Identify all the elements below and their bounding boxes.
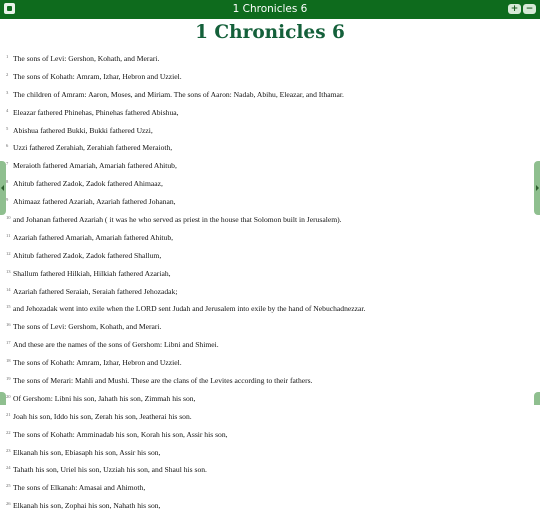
verse-text: Ahimaaz fathered Azariah, Azariah fathered Johanan, bbox=[13, 197, 176, 207]
chevron-left-icon bbox=[1, 185, 4, 191]
verse-text: Uzzi fathered Zerahiah, Zerahiah fathered Meraioth, bbox=[13, 143, 173, 153]
verse-number: 12 bbox=[6, 250, 11, 256]
verse-number: 10 bbox=[6, 215, 11, 221]
window-title: 1 Chronicles 6 bbox=[232, 3, 308, 15]
verse-number: 15 bbox=[6, 304, 11, 310]
verse-text: And these are the names of the sons of Gershom: Libni and Shimei. bbox=[13, 340, 219, 350]
verse-number: 8 bbox=[6, 179, 9, 185]
verse-text: Of Gershom: Libni his son, Jahath his son, Zimmah his son, bbox=[13, 393, 196, 403]
verse-number: 7 bbox=[6, 161, 9, 167]
verse-row[interactable] bbox=[6, 495, 526, 513]
verse-row[interactable] bbox=[6, 388, 526, 406]
verse-number: 25 bbox=[6, 483, 11, 489]
verse-number: 9 bbox=[6, 197, 9, 203]
verse-row[interactable] bbox=[6, 406, 526, 424]
previous-chapter-tab[interactable] bbox=[0, 161, 6, 215]
verse-number: 22 bbox=[6, 429, 11, 435]
verse-text: Joah his son, Iddo his son, Zerah his son, Jeatherai his son. bbox=[13, 411, 192, 421]
verse-text: Ahitub fathered Zadok, Zadok fathered Ahimaaz, bbox=[13, 179, 163, 189]
bottom-right-handle[interactable] bbox=[534, 392, 540, 405]
verse-row[interactable] bbox=[6, 281, 526, 299]
verse-text: Shallum fathered Hilkiah, Hilkiah fathered Azariah, bbox=[13, 268, 171, 278]
verse-row[interactable] bbox=[6, 298, 526, 316]
verse-number: 26 bbox=[6, 501, 11, 507]
verse-number: 14 bbox=[6, 286, 11, 292]
chevron-right-icon bbox=[536, 185, 539, 191]
verse-row[interactable] bbox=[6, 477, 526, 495]
verse-number: 21 bbox=[6, 411, 11, 417]
verse-text: The sons of Elkanah: Amasai and Ahimoth, bbox=[13, 483, 146, 493]
verse-row[interactable] bbox=[6, 334, 526, 352]
verse-number: 24 bbox=[6, 465, 11, 471]
verse-text: The sons of Merari: Mahli and Mushi. These are the clans of the Levites according to their fathers. bbox=[13, 376, 313, 386]
verse-row[interactable] bbox=[6, 120, 526, 138]
verse-row[interactable] bbox=[6, 352, 526, 370]
verse-row[interactable] bbox=[6, 209, 526, 227]
top-app-bar bbox=[0, 0, 540, 19]
verse-row[interactable] bbox=[6, 227, 526, 245]
verse-text: Ahitub fathered Zadok, Zadok fathered Shallum, bbox=[13, 250, 162, 260]
verse-number: 16 bbox=[6, 322, 11, 328]
verse-row[interactable] bbox=[6, 370, 526, 388]
verse-row[interactable] bbox=[6, 316, 526, 334]
verse-text: Meraioth fathered Amariah, Amariah fathered Ahitub, bbox=[13, 161, 177, 171]
zoom-out-button[interactable]: − bbox=[523, 4, 536, 14]
verse-text: The children of Amram: Aaron, Moses, and Miriam. The sons of Aaron: Nadab, Abihu, Eleazar, and Ithamar. bbox=[13, 89, 344, 99]
verse-text: Abishua fathered Bukki, Bukki fathered Uzzi, bbox=[13, 125, 153, 135]
verse-number: 3 bbox=[6, 89, 9, 95]
verse-row[interactable] bbox=[6, 245, 526, 263]
verse-row[interactable] bbox=[6, 155, 526, 173]
verse-number: 23 bbox=[6, 447, 11, 453]
verse-row[interactable] bbox=[6, 263, 526, 281]
verse-list bbox=[6, 48, 526, 513]
verse-row[interactable] bbox=[6, 442, 526, 460]
verse-text: Tahath his son, Uriel his son, Uzziah his son, and Shaul his son. bbox=[13, 465, 207, 475]
verse-number: 13 bbox=[6, 268, 11, 274]
verse-number: 19 bbox=[6, 376, 11, 382]
verse-number: 5 bbox=[6, 125, 9, 131]
verse-number: 6 bbox=[6, 143, 9, 149]
verse-text: Eleazar fathered Phinehas, Phinehas fathered Abishua, bbox=[13, 107, 179, 117]
verse-text: The sons of Levi: Gershon, Kohath, and Merari. bbox=[13, 54, 160, 63]
verse-text: and Johanan fathered Azariah ( it was he who served as priest in the house that Solomon built in Jerusalem). bbox=[13, 215, 342, 225]
verse-number: 18 bbox=[6, 358, 11, 364]
verse-text: and Jehozadak went into exile when the LORD sent Judah and Jerusalem into exile by the hand of Nebuchadnezzar. bbox=[13, 304, 366, 314]
verse-text: The sons of Kohath: Amram, Izhar, Hebron and Uzziel. bbox=[13, 358, 182, 368]
verse-text: Azariah fathered Seraiah, Seraiah fathered Jehozadak; bbox=[13, 286, 178, 296]
bottom-left-handle[interactable] bbox=[0, 392, 6, 405]
verse-number: 2 bbox=[6, 71, 9, 77]
verse-row[interactable] bbox=[6, 459, 526, 477]
verse-text: The sons of Kohath: Amram, Izhar, Hebron and Uzziel. bbox=[13, 71, 182, 81]
verse-row[interactable] bbox=[6, 84, 526, 102]
verse-text: Elkanah his son, Ebiasaph his son, Assir his son, bbox=[13, 447, 161, 457]
zoom-in-button[interactable]: + bbox=[508, 4, 521, 14]
verse-number: 4 bbox=[6, 107, 9, 113]
verse-row[interactable] bbox=[6, 191, 526, 209]
verse-text: The sons of Kohath: Amminadab his son, Korah his son, Assir his son, bbox=[13, 429, 228, 439]
verse-text: Elkanah his son, Zophai his son, Nahath his son, bbox=[13, 501, 161, 511]
verse-number: 11 bbox=[6, 232, 11, 238]
verse-row[interactable] bbox=[6, 48, 526, 66]
verse-row[interactable] bbox=[6, 66, 526, 84]
verse-row[interactable] bbox=[6, 173, 526, 191]
page-title: 1 Chronicles 6 bbox=[195, 22, 345, 43]
verse-number: 20 bbox=[6, 393, 11, 399]
verse-text: The sons of Levi: Gershom, Kohath, and Merari. bbox=[13, 322, 162, 332]
verse-number: 1 bbox=[6, 54, 9, 59]
verse-number: 17 bbox=[6, 340, 11, 346]
verse-row[interactable] bbox=[6, 424, 526, 442]
verse-row[interactable] bbox=[6, 102, 526, 120]
next-chapter-tab[interactable] bbox=[534, 161, 540, 215]
verse-row[interactable] bbox=[6, 137, 526, 155]
verse-text: Azariah fathered Amariah, Amariah fathered Ahitub, bbox=[13, 232, 174, 242]
